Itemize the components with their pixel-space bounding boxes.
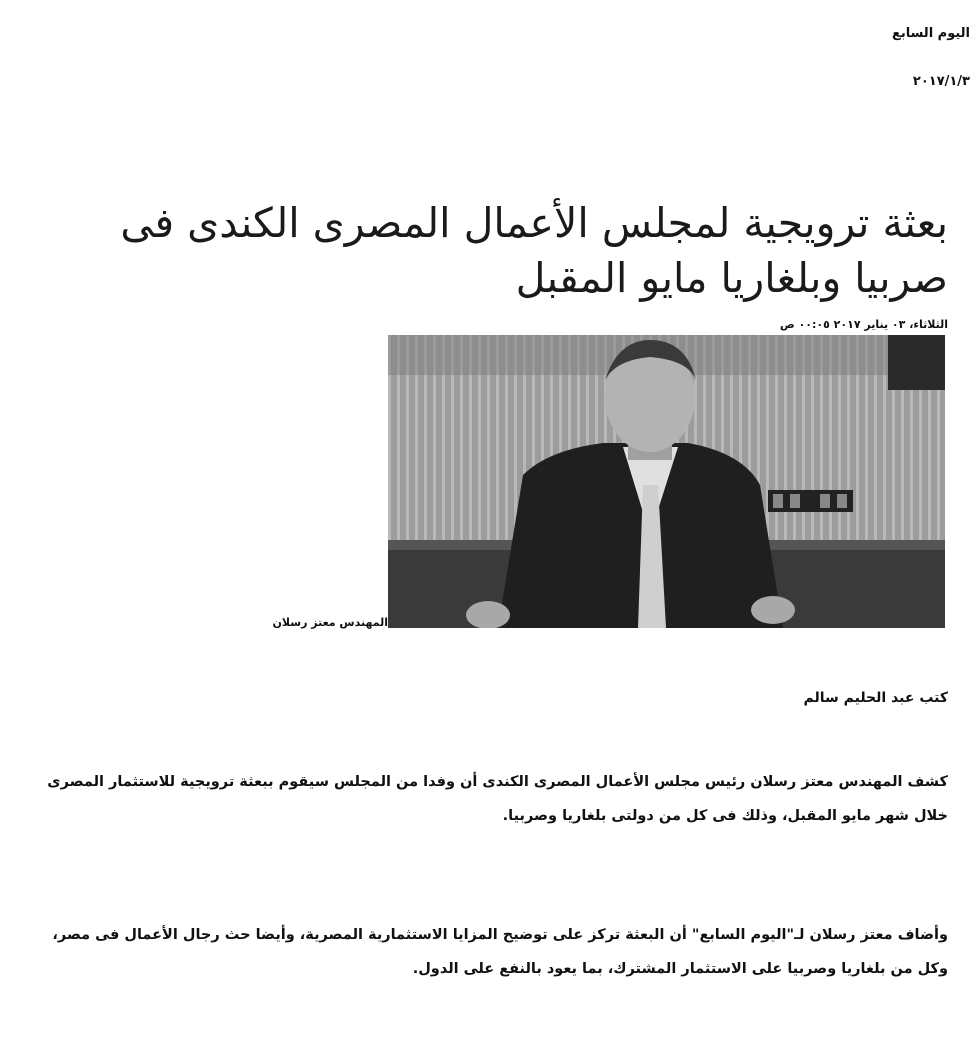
photo-caption: المهندس معتز رسلان <box>272 616 388 629</box>
article-byline: كتب عبد الحليم سالم <box>803 690 948 706</box>
newspaper-source: اليوم السابع <box>891 26 970 41</box>
article-headline: بعثة ترويجية لمجلس الأعمال المصرى الكندى فى صربيا وبلغاريا مايو المقبل <box>120 199 948 302</box>
article-photo <box>388 335 945 628</box>
clipping-date: ٢٠١٧/١/٣ <box>912 74 970 89</box>
article-timestamp: الثلاثاء، ٠٣ يناير ٢٠١٧ ٠٠:٠٥ ص <box>779 318 948 331</box>
portrait-photo-illustration <box>388 335 945 628</box>
article-paragraph: كشف المهندس معتز رسلان رئيس مجلس الأعمال المصرى الكندى أن وفدا من المجلس سيقوم ببعثة ترويجية للاستثمار المصرى خلال شهر مايو المقبل، وذلك فى كل من دولتى بلغاريا وصربيا. <box>47 774 948 824</box>
article-paragraph: وأضاف معتز رسلان لـ"اليوم السابع" أن البعثة تركز على توضيح المزايا الاستثمارية المصرية، وأيضا حث رجال الأعمال فى مصر، وكل من بلغاريا وصربيا على الاستثمار المشترك، بما يعود بالنفع على الدول. <box>52 927 948 977</box>
